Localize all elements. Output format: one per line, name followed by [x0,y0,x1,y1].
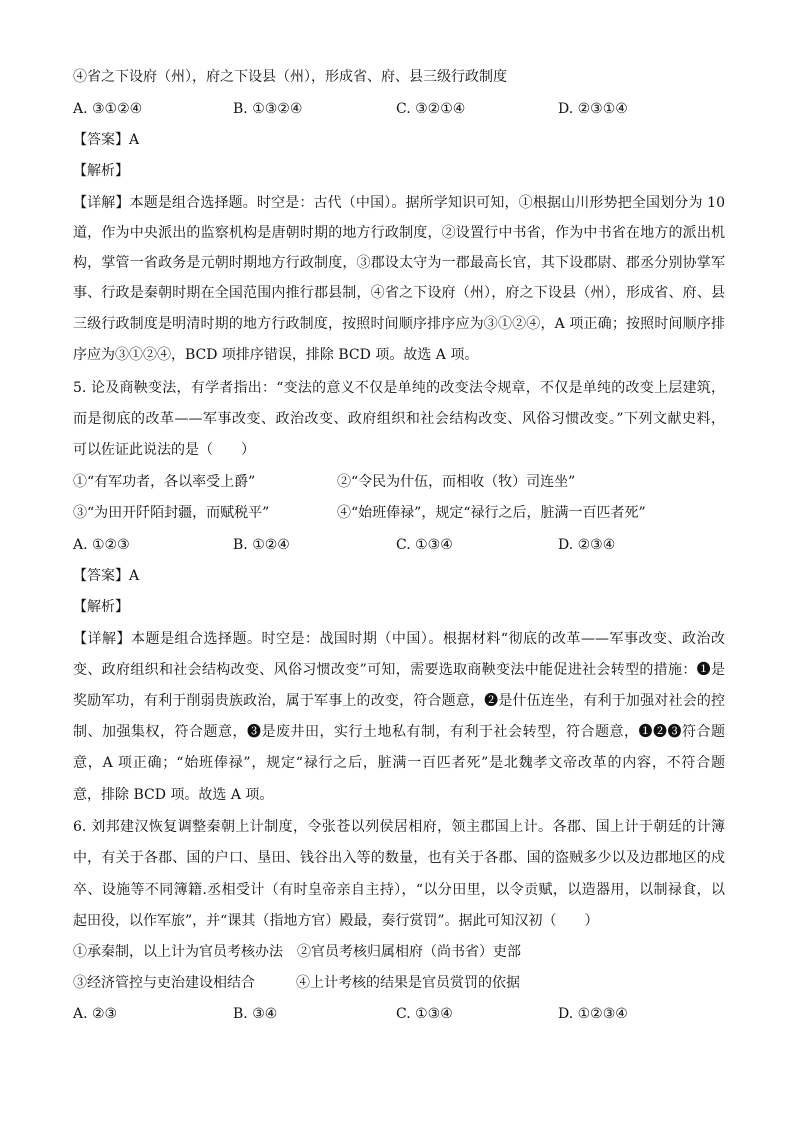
q6-statement-3: ③经济管控与吏治建设相结合 [73,975,255,991]
q4-detail-line: 事、行政是秦朝时期在全国范围内推行郡县制，④省之下设府（州），府之下设县（州），形成省、府、县 [73,285,725,301]
q5-detail-line: 意，A 项正确；“始班俸禄”，规定“禄行之后，脏满一百匹者死”是北魏孝文帝改革的内容，不符合题 [73,755,725,771]
q5-option-d: D. ②③④ [558,537,616,553]
q5-answer: 【答案】A [73,568,140,584]
q6-option-c: C. ①③④ [396,1006,453,1022]
q5-detail-line: 【详解】本题是组合选择题。时空是：战国时期（中国）。根据材料“彻底的改革——军事改变、政治改 [73,631,725,647]
q4-option-d: D. ②③①④ [558,101,628,117]
q5-detail-line: 制、加强集权，符合题意，❸是废井田，实行土地私有制，有利于社会转型，符合题意，❶❷❸符合题 [73,724,725,740]
q4-detail-line: 【详解】本题是组合选择题。时空是：古代（中国）。据所学知识可知，①根据山川形势把全国划分为 10 [73,195,725,211]
q4-statement-4: ④省之下设府（州），府之下设县（州），形成省、府、县三级行政制度 [73,69,507,85]
q4-analysis-heading: 【解析】 [73,163,129,179]
q5-analysis-heading: 【解析】 [73,599,129,615]
q5-detail-line: 意，排除 BCD 项。故选 A 项。 [73,787,274,803]
q6-stem-line: 中，有关于各郡、国的户口、垦田、钱谷出入等的数量，也有关于各郡、国的盗贼多少以及边郡地区的戍 [73,850,725,866]
q5-stem-line: 5. 论及商鞅变法，有学者指出：“变法的意义不仅是单纯的改变法令规章，不仅是单纯的改变上层建筑， [73,380,725,396]
q5-statement-1: ①“有军功者，各以率受上爵” [73,474,256,490]
q5-option-b: B. ①②④ [233,537,290,553]
q6-stem-line: 卒、设施等不同簿籍.丞相受计（有时皇帝亲自主持），“以分田里，以令贡赋，以造器用，以制禄食，以 [73,882,725,898]
q5-statement-2: ②“令民为什伍，而相收（牧）司连坐” [337,474,576,490]
q5-option-c: C. ①③④ [396,537,453,553]
q4-answer: 【答案】A [73,132,140,148]
q6-stem-line: 起田役，以作军旅”，并“课其（指地方官）殿最，奏行赏罚”。据此可知汉初（ ） [73,913,599,929]
q4-detail-line: 三级行政制度是明清时期的地方行政制度，按照时间顺序排序应为③①②④，A 项正确；按照时间顺序排 [73,316,725,332]
q5-stem-line: 可以佐证此说法的是（ ） [73,442,255,458]
q5-statement-4: ④“始班俸禄”，规定“禄行之后，脏满一百匹者死” [337,505,646,521]
q6-option-b: B. ③④ [233,1006,278,1022]
q5-detail-line: 奖励军功，有利于削弱贵族政治，属于军事上的改变，符合题意，❷是什伍连坐，有利于加强对社会的控 [73,693,725,709]
q6-option-d: D. ①②③④ [558,1006,628,1022]
q5-detail-line: 变、政府组织和社会结构改变、风俗习惯改变”可知，需要选取商鞅变法中能促进社会转型的措施：❶是 [73,662,725,678]
q4-option-a: A. ③①②④ [73,101,143,117]
q4-option-c: C. ③②①④ [396,101,466,117]
q5-statement-3: ③“为田开阡陌封疆，而赋税平” [73,505,270,521]
q5-stem-line: 而是彻底的改革——军事改变、政治改变、政府组织和社会结构改变、风俗习惯改变。”下列文献史料， [73,411,725,427]
q4-detail-line: 构，掌管一省政务是元朝时期地方行政制度，③郡设太守为一郡最高长官，其下设郡尉、郡丞分别协掌军 [73,255,725,271]
q6-stem-line: 6. 刘邦建汉恢复调整秦朝上计制度，令张苍以列侯居相府，领主郡国上计。各郡、国上计于朝廷的计簿 [73,819,725,835]
q6-statement-4: ④上计考核的结果是官员赏罚的依据 [296,975,520,991]
q6-option-a: A. ②③ [73,1006,118,1022]
q6-statements-row-1: ①承秦制，以上计为官员考核办法 ②官员考核归属相府（尚书省）吏部 [73,944,521,960]
q5-option-a: A. ①②③ [73,537,130,553]
q4-detail-line: 序应为③①②④，BCD 项排序错误，排除 BCD 项。故选 A 项。 [73,347,479,363]
q4-option-b: B. ①③②④ [233,101,303,117]
q4-detail-line: 道，作为中央派出的监察机构是唐朝时期的地方行政制度，②设置行中书省，作为中书省在地方的派出机 [73,225,725,241]
